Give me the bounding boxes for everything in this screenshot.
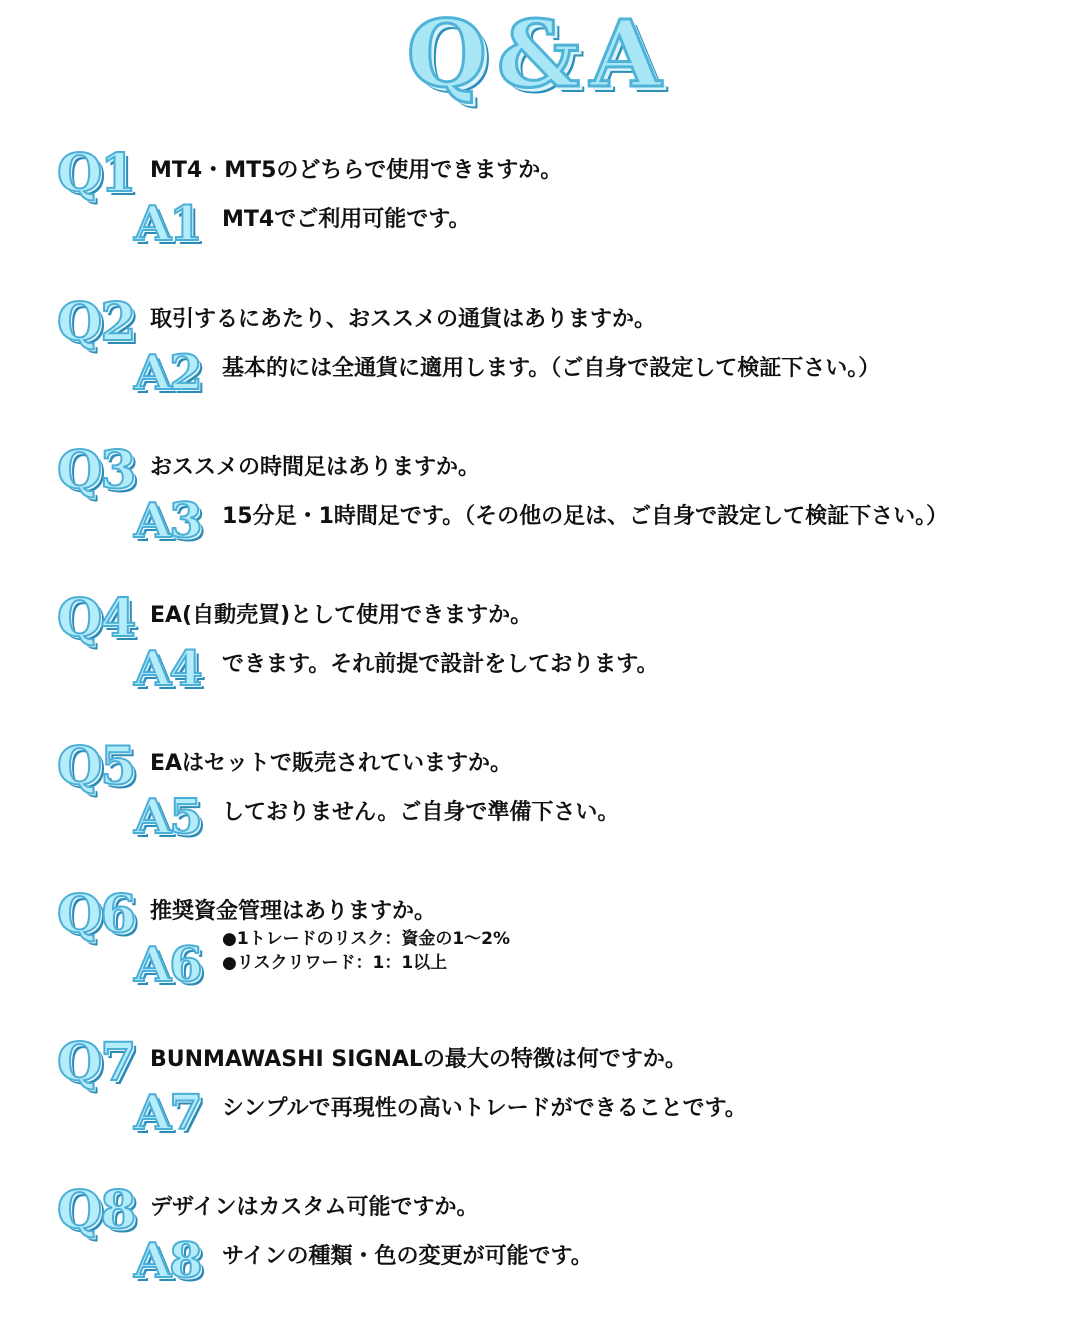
question-mark-q6: Q6 [57,884,135,945]
question-text: デザインはカスタム可能ですか。 [150,1195,479,1220]
answer-text: 基本的には全通貨に適用します。（ご自身で設定して検証下さい。） [222,356,881,381]
answer-mark-a7: A7 [134,1085,201,1141]
question-mark-q8: Q8 [57,1180,135,1241]
answer-list [222,927,510,975]
question-mark-q3: Q3 [57,440,135,501]
answer-text: しておりません。ご自身で準備下さい。 [222,800,620,825]
qa-item-2 [0,292,1078,447]
question-text: 取引するにあたり、おススメの通貨はありますか。 [150,307,657,332]
question-text: おススメの時間足はありますか。 [150,455,481,480]
answer-text: サインの種類・色の変更が可能です。 [222,1244,593,1269]
answer-mark-a6: A6 [134,937,201,993]
question-text: EAはセットで販売されていますか。 [150,751,513,776]
answer-mark-a8: A8 [134,1233,201,1289]
qa-item-6 [0,884,1078,1039]
question-mark-q7: Q7 [57,1032,135,1093]
question-mark-q1: Q1 [57,143,135,204]
answer-mark-a4: A4 [134,641,201,697]
answer-mark-a2: A2 [134,345,201,401]
answer-text: シンプルで再現性の高いトレードができることです。 [222,1096,747,1121]
answer-line-reward: ●リスクリワード：1：1以上 [222,953,448,973]
question-text: MT4・MT5のどちらで使用できますか。 [150,158,563,183]
answer-text: 15分足・1時間足です。（その他の足は、ご自身で設定して検証下さい。） [222,504,949,529]
qa-item-8 [0,1180,1078,1335]
answer-mark-a1: A1 [134,196,201,252]
page-title: Q&A [406,0,672,108]
question-text: 推奨資金管理はありますか。 [150,899,437,924]
question-text: BUNMAWASHI SIGNALの最大の特徴は何ですか。 [150,1047,687,1072]
answer-mark-a5: A5 [134,789,201,845]
qa-item-7 [0,1032,1078,1187]
question-mark-q4: Q4 [57,588,135,649]
qa-item-4 [0,588,1078,743]
qa-item-1 [0,143,1078,298]
qa-item-5 [0,736,1078,891]
answer-text: MT4でご利用可能です。 [222,207,471,232]
answer-text: できます。それ前提で設計をしております。 [222,652,659,677]
answer-mark-a3: A3 [134,493,201,549]
qa-item-3 [0,440,1078,595]
question-mark-q2: Q2 [57,292,135,353]
answer-line-risk: ●1トレードのリスク：資金の1～2% [222,929,511,949]
question-mark-q5: Q5 [57,736,135,797]
question-text: EA(自動売買)として使用できますか。 [150,603,533,628]
